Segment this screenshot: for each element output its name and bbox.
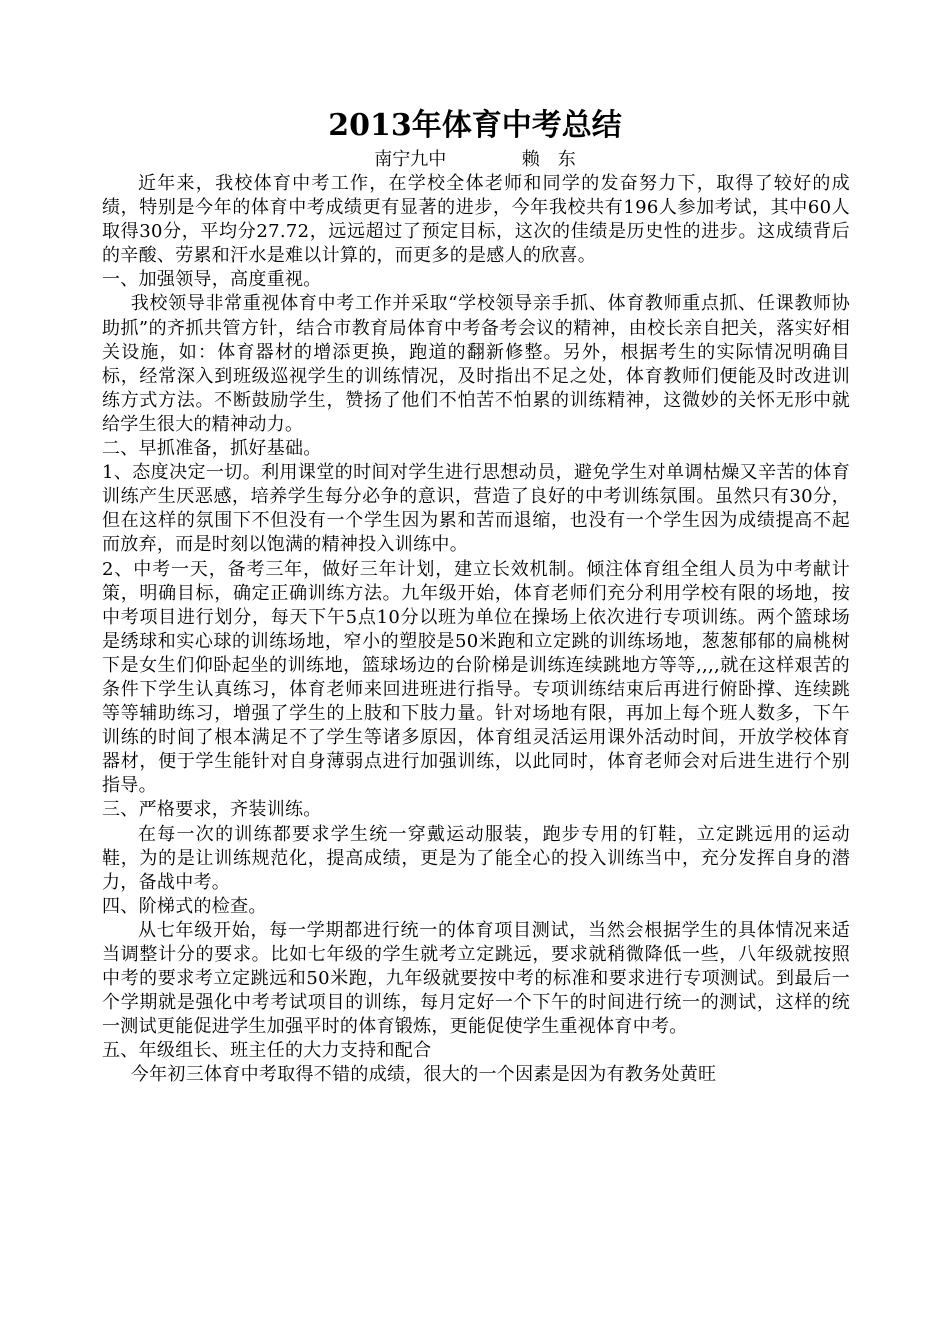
paragraph: 近年来，我校体育中考工作，在学校全体老师和同学的发奋努力下，取得了较好的成绩，特别是今年的体育中考成绩更有显著的进步，今年我校共有196人参加考试，其中60人取得30分，平均分27.72，远远超过了预定目标，这次的佳绩是历史性的进步。这成绩背后的辛酸、劳累和汗水是难以计算的，而更多的是感人的欣喜。 [102,173,850,267]
document-body [102,172,850,1088]
paragraph: 一、加强领导，高度重视。 [102,269,322,291]
paragraph: 五、年级组长、班主任的大力支持和配合 [102,1040,432,1062]
paragraph: 今年初三体育中考取得不错的成绩，很大的一个因素是因为有教务处黄旺 [130,1064,717,1086]
paragraph: 四、阶梯式的检查。 [102,895,267,917]
paragraph: 1、态度决定一切。利用课堂的时间对学生进行思想动员，避免学生对单调枯燥又辛苦的体育训练产生厌恶感，培养学生每分必争的意识，营造了良好的中考训练氛围。虽然只有30分，但在这样的氛围下不但没有一个学生因为累和苦而退缩，也没有一个学生因为成绩提高不起而放弃，而是时刻以饱满的精神投入训练中。 [102,462,850,556]
author-name: 赖 东 [521,149,576,170]
document-title: 2013年体育中考总结 [328,108,622,143]
paragraph: 三、严格要求，齐装训练。 [102,799,322,821]
school-name: 南宁九中 [374,149,447,170]
paragraph: 从七年级开始，每一学期都进行统一的体育项目测试，当然会根据学生的具体情况来适当调整计分的要求。比如七年级的学生就考立定跳远，要求就稍微降低一些，八年级就按照中考的要求考立定跳远和50米跑，九年级就要按中考的标准和要求进行专项测试。到最后一个学期就是强化中考考试项目的训练，每月定好一个下午的时间进行统一的测试，这样的统一测试更能促进学生加强平时的体育锻炼，更能促使学生重视体育中考。 [102,919,850,1038]
byline [0,148,950,172]
paragraph: 2、中考一天，备考三年，做好三年计划，建立长效机制。倾注体育组全组人员为中考献计策，明确目标，确定正确训练方法。九年级开始，体育老师们充分利用学校有限的场地，按中考项目进行划分，每天下午5点10分以班为单位在操场上依次进行专项训练。两个篮球场是绣球和实心球的训练场地，窄小的塑胶是50米跑和立定跳的训练场地，葱葱郁郁的扁桃树下是女生们仰卧起坐的训练地，篮球场边的台阶梯是训练连续跳地方等等,,,,就在这样艰苦的条件下学生认真练习，体育老师来回进班进行指导。专项训练结束后再进行俯卧撑、连续跳等等辅助练习，增强了学生的上肢和下肢力量。针对场地有限，再加上每个班人数多，下午训练的时间了根本满足不了学生等诸多原因，体育组灵活运用课外活动时间，开放学校体育器材，便于学生能针对自身薄弱点进行加强训练，以此同时，体育老师会对后进生进行个别指导。 [102,558,850,797]
paragraph: 在每一次的训练都要求学生统一穿戴运动服装，跑步专用的钉鞋，立定跳远用的运动鞋，为的是让训练规范化，提高成绩，更是为了能全心的投入训练当中，充分发挥自身的潜力，备战中考。 [102,823,850,893]
paragraph: 二、早抓准备，抓好基础。 [102,438,322,460]
paragraph: 我校领导非常重视体育中考工作并采取“学校领导亲手抓、体育教师重点抓、任课教师协助抓”的齐抓共管方针，结合市教育局体育中考备考会议的精神，由校长亲自把关，落实好相关设施，如：体育器材的增添更换，跑道的翻新修整。另外，根据考生的实际情况明确目标，经常深入到班级巡视学生的训练情况，及时指出不足之处，体育教师们便能及时改进训练方式方法。不断鼓励学生，赞扬了他们不怕苦不怕累的训练精神，这微妙的关怀无形中就给学生很大的精神动力。 [102,293,850,435]
